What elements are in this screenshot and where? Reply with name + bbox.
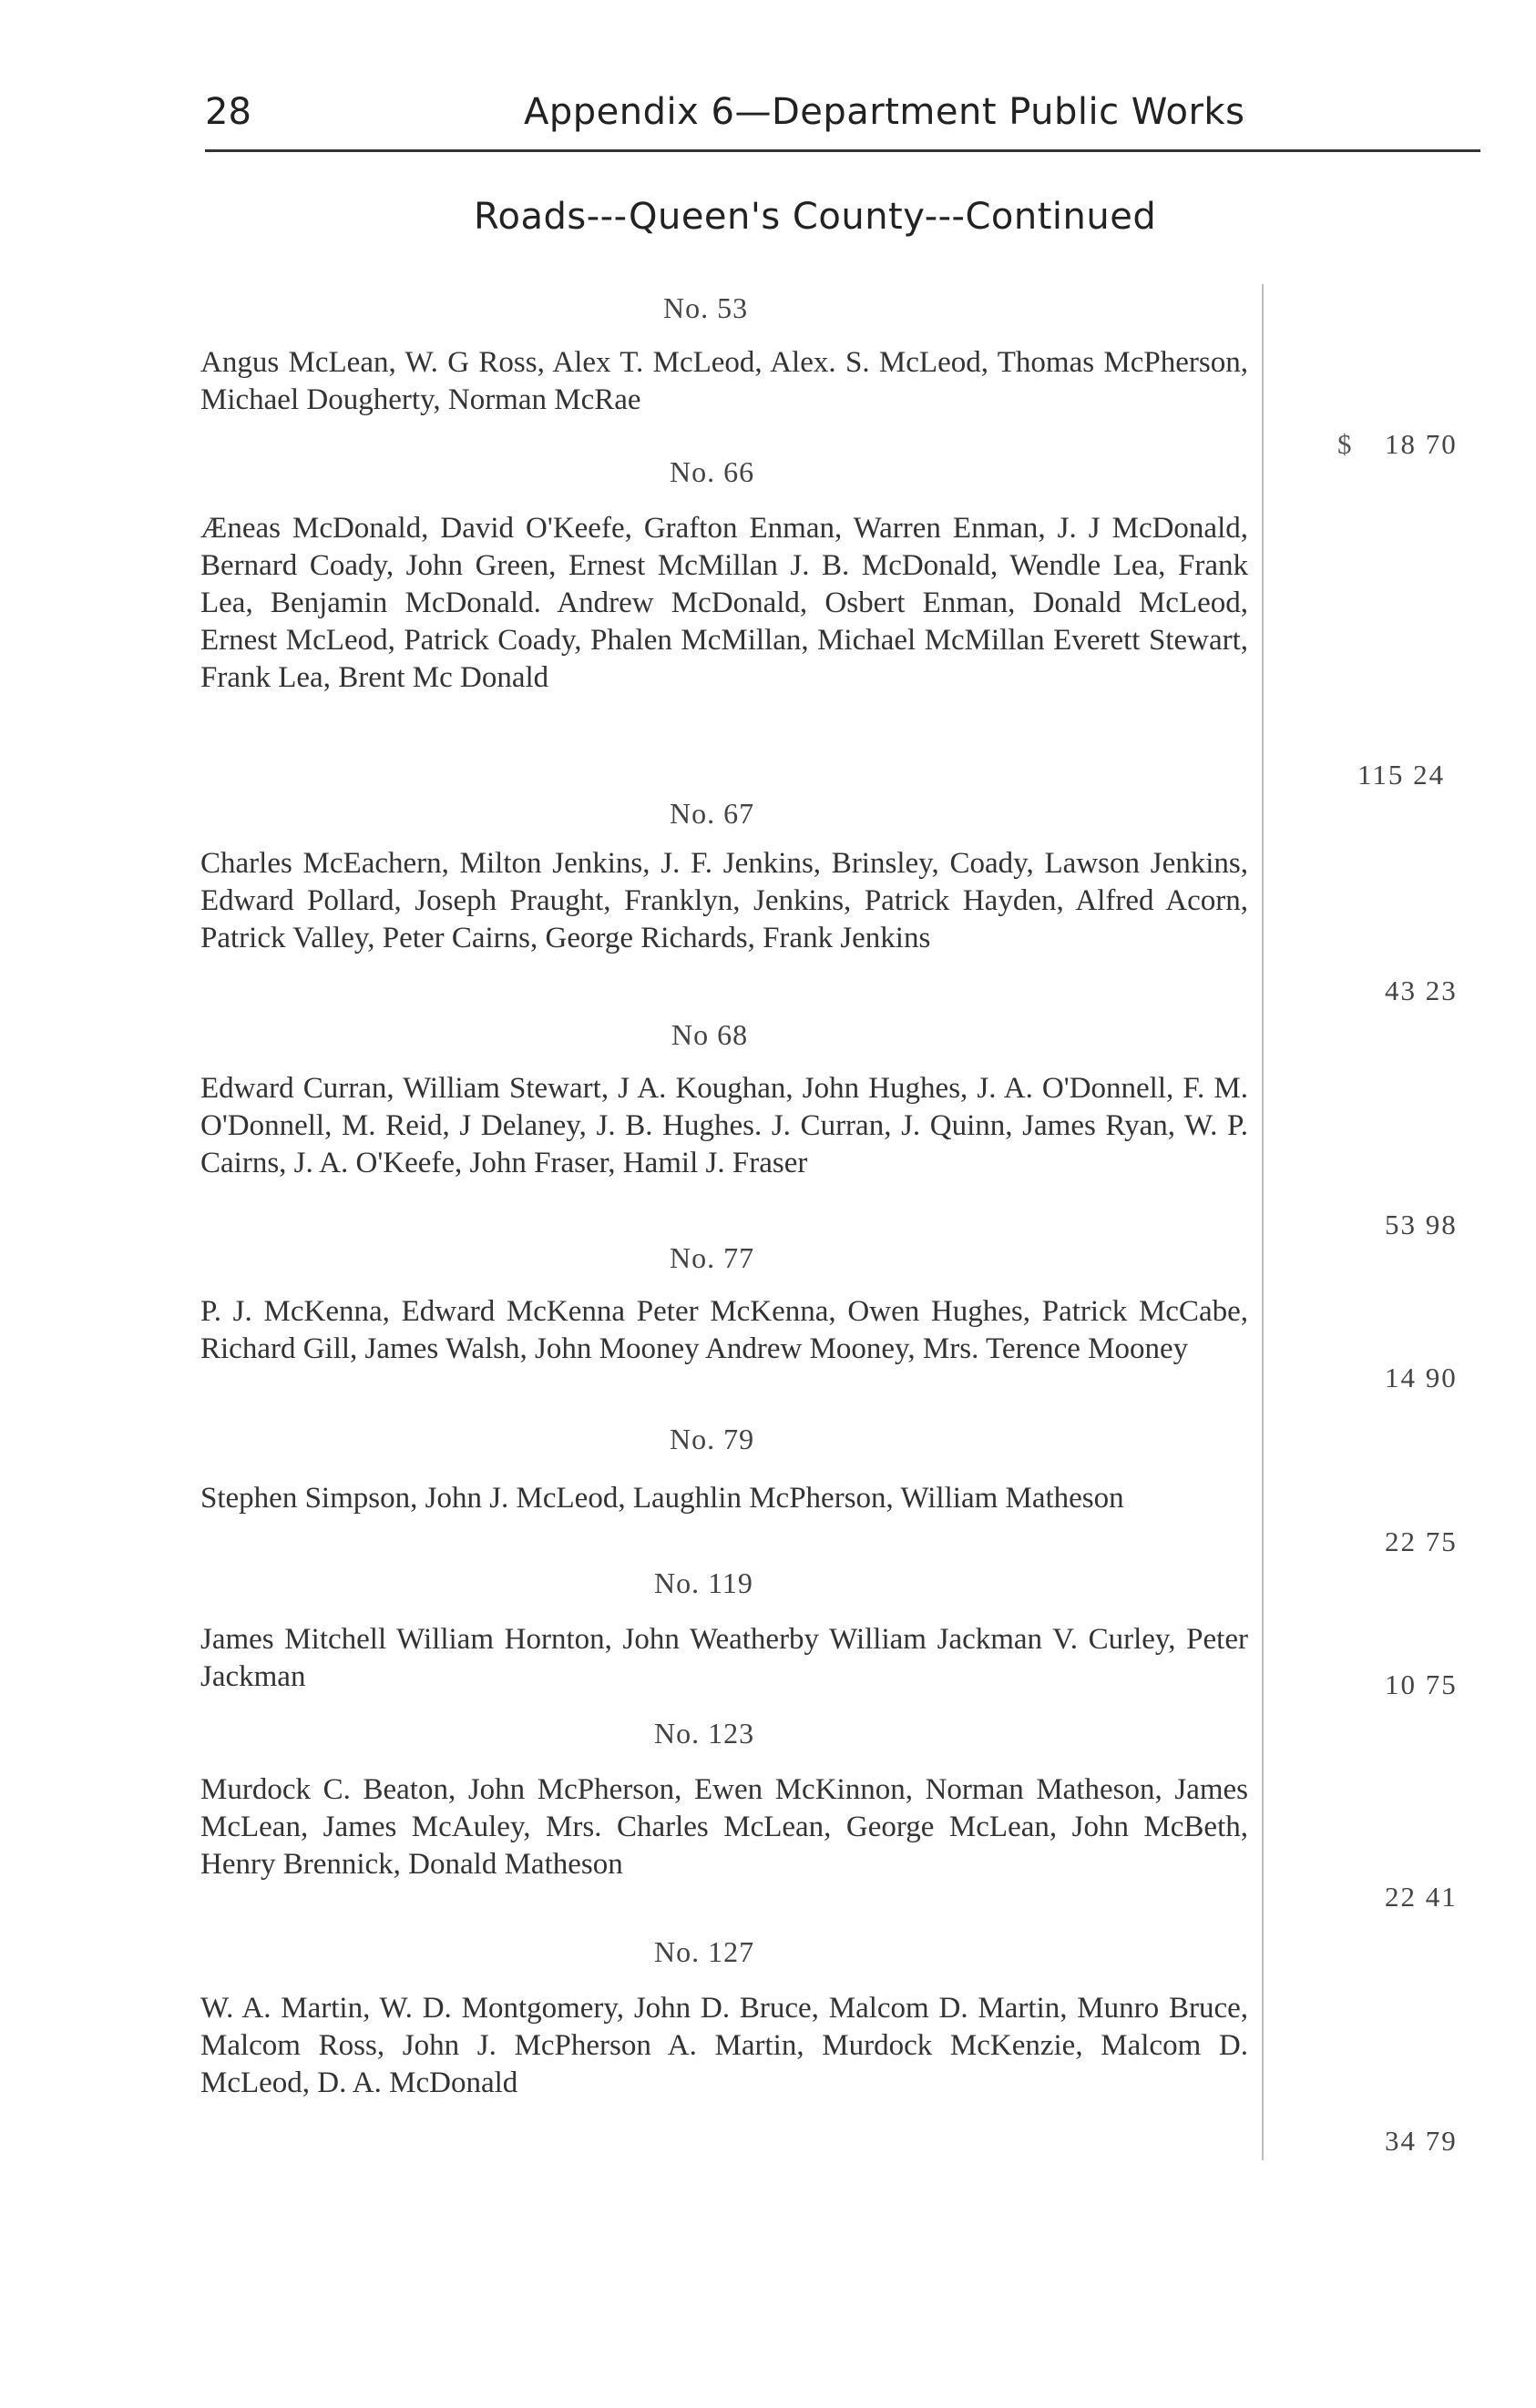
entry-names: Angus McLean, W. G Ross, Alex T. McLeod, Alex. S. McLeod, Thomas McPherson, Michael Dougherty, Norman McRae [200,346,1248,416]
page-number: 28 [205,91,251,133]
amount-column-divider [1262,284,1264,2160]
entry-number: No. 79 [670,1423,755,1455]
entry-names: James Mitchell William Hornton, John Weatherby William Jackman V. Curley, Peter Jackman [200,1623,1248,1693]
entry-number: No. 119 [654,1566,753,1599]
running-title: Appendix 6—Department Public Works [524,91,1245,133]
entry-names: Murdock C. Beaton, John McPherson, Ewen McKinnon, Norman Matheson, James McLean, James McAuley, Mrs. Charles McLean, George McLean, John McBeth, Henry Brennick, Donald Matheson [200,1773,1248,1881]
entry-amount: 34 79 [1385,2125,1458,2157]
entry-number: No 68 [671,1018,749,1051]
entry-number: No. 53 [663,291,749,324]
section-title: Roads---Queen's County---Continued [474,196,1157,238]
entry-amount: 53 98 [1385,1209,1458,1240]
entry-names: Æneas McDonald, David O'Keefe, Grafton Enman, Warren Enman, J. J McDonald, Bernard Coady, John Green, Ernest McMillan J. B. McDonald, Wendle Lea, Frank Lea, Benjamin McDonald. Andrew McDonald, Osbert Enman, Donald McLeod, Ernest McLeod, Patrick Coady, Phalen McMillan, Michael McMillan Everett Stewart, Frank Lea, Brent Mc Donald [200,512,1248,694]
currency-symbol: $ [1337,428,1352,460]
entry-number: No. 67 [670,797,755,830]
entry-names: Charles McEachern, Milton Jenkins, J. F. Jenkins, Brinsley, Coady, Lawson Jenkins, Edward Pollard, Joseph Praught, Franklyn, Jenkins, Patrick Hayden, Alfred Acorn, Patrick Valley, Peter Cairns, George Richards, Frank Jenkins [200,847,1248,954]
entry-number: No. 127 [654,1935,755,1968]
entry-amount: 22 75 [1385,1525,1458,1557]
page-header [205,91,1480,146]
entry-number: No. 77 [670,1241,755,1274]
entry-amount: 14 90 [1385,1362,1458,1393]
entry-number: No. 66 [670,455,755,488]
entry-names: W. A. Martin, W. D. Montgomery, John D. Bruce, Malcom D. Martin, Munro Bruce, Malcom Ross, John J. McPherson A. Martin, Murdock McKenzie, Malcom D. McLeod, D. A. McDonald [200,1992,1248,2099]
entry-amount: 43 23 [1385,974,1458,1006]
entry-amount: 18 70 [1385,428,1458,460]
entry-amount: 10 75 [1385,1668,1458,1700]
entry-amount: 22 41 [1385,1881,1458,1913]
header-rule [205,149,1480,152]
entry-names: Edward Curran, William Stewart, J A. Koughan, John Hughes, J. A. O'Donnell, F. M. O'Donnell, M. Reid, J Delaney, J. B. Hughes. J. Curran, J. Quinn, James Ryan, W. P. Cairns, J. A. O'Keefe, John Fraser, Hamil J. Fraser [200,1072,1248,1179]
entry-amount: 115 24 [1357,759,1446,791]
entry-names: P. J. McKenna, Edward McKenna Peter McKenna, Owen Hughes, Patrick McCabe, Richard Gill, James Walsh, John Mooney Andrew Mooney, Mrs. Terence Mooney [200,1295,1248,1365]
entry-number: No. 123 [654,1717,755,1750]
entry-names: Stephen Simpson, John J. McLeod, Laughlin McPherson, William Matheson [200,1482,1124,1515]
